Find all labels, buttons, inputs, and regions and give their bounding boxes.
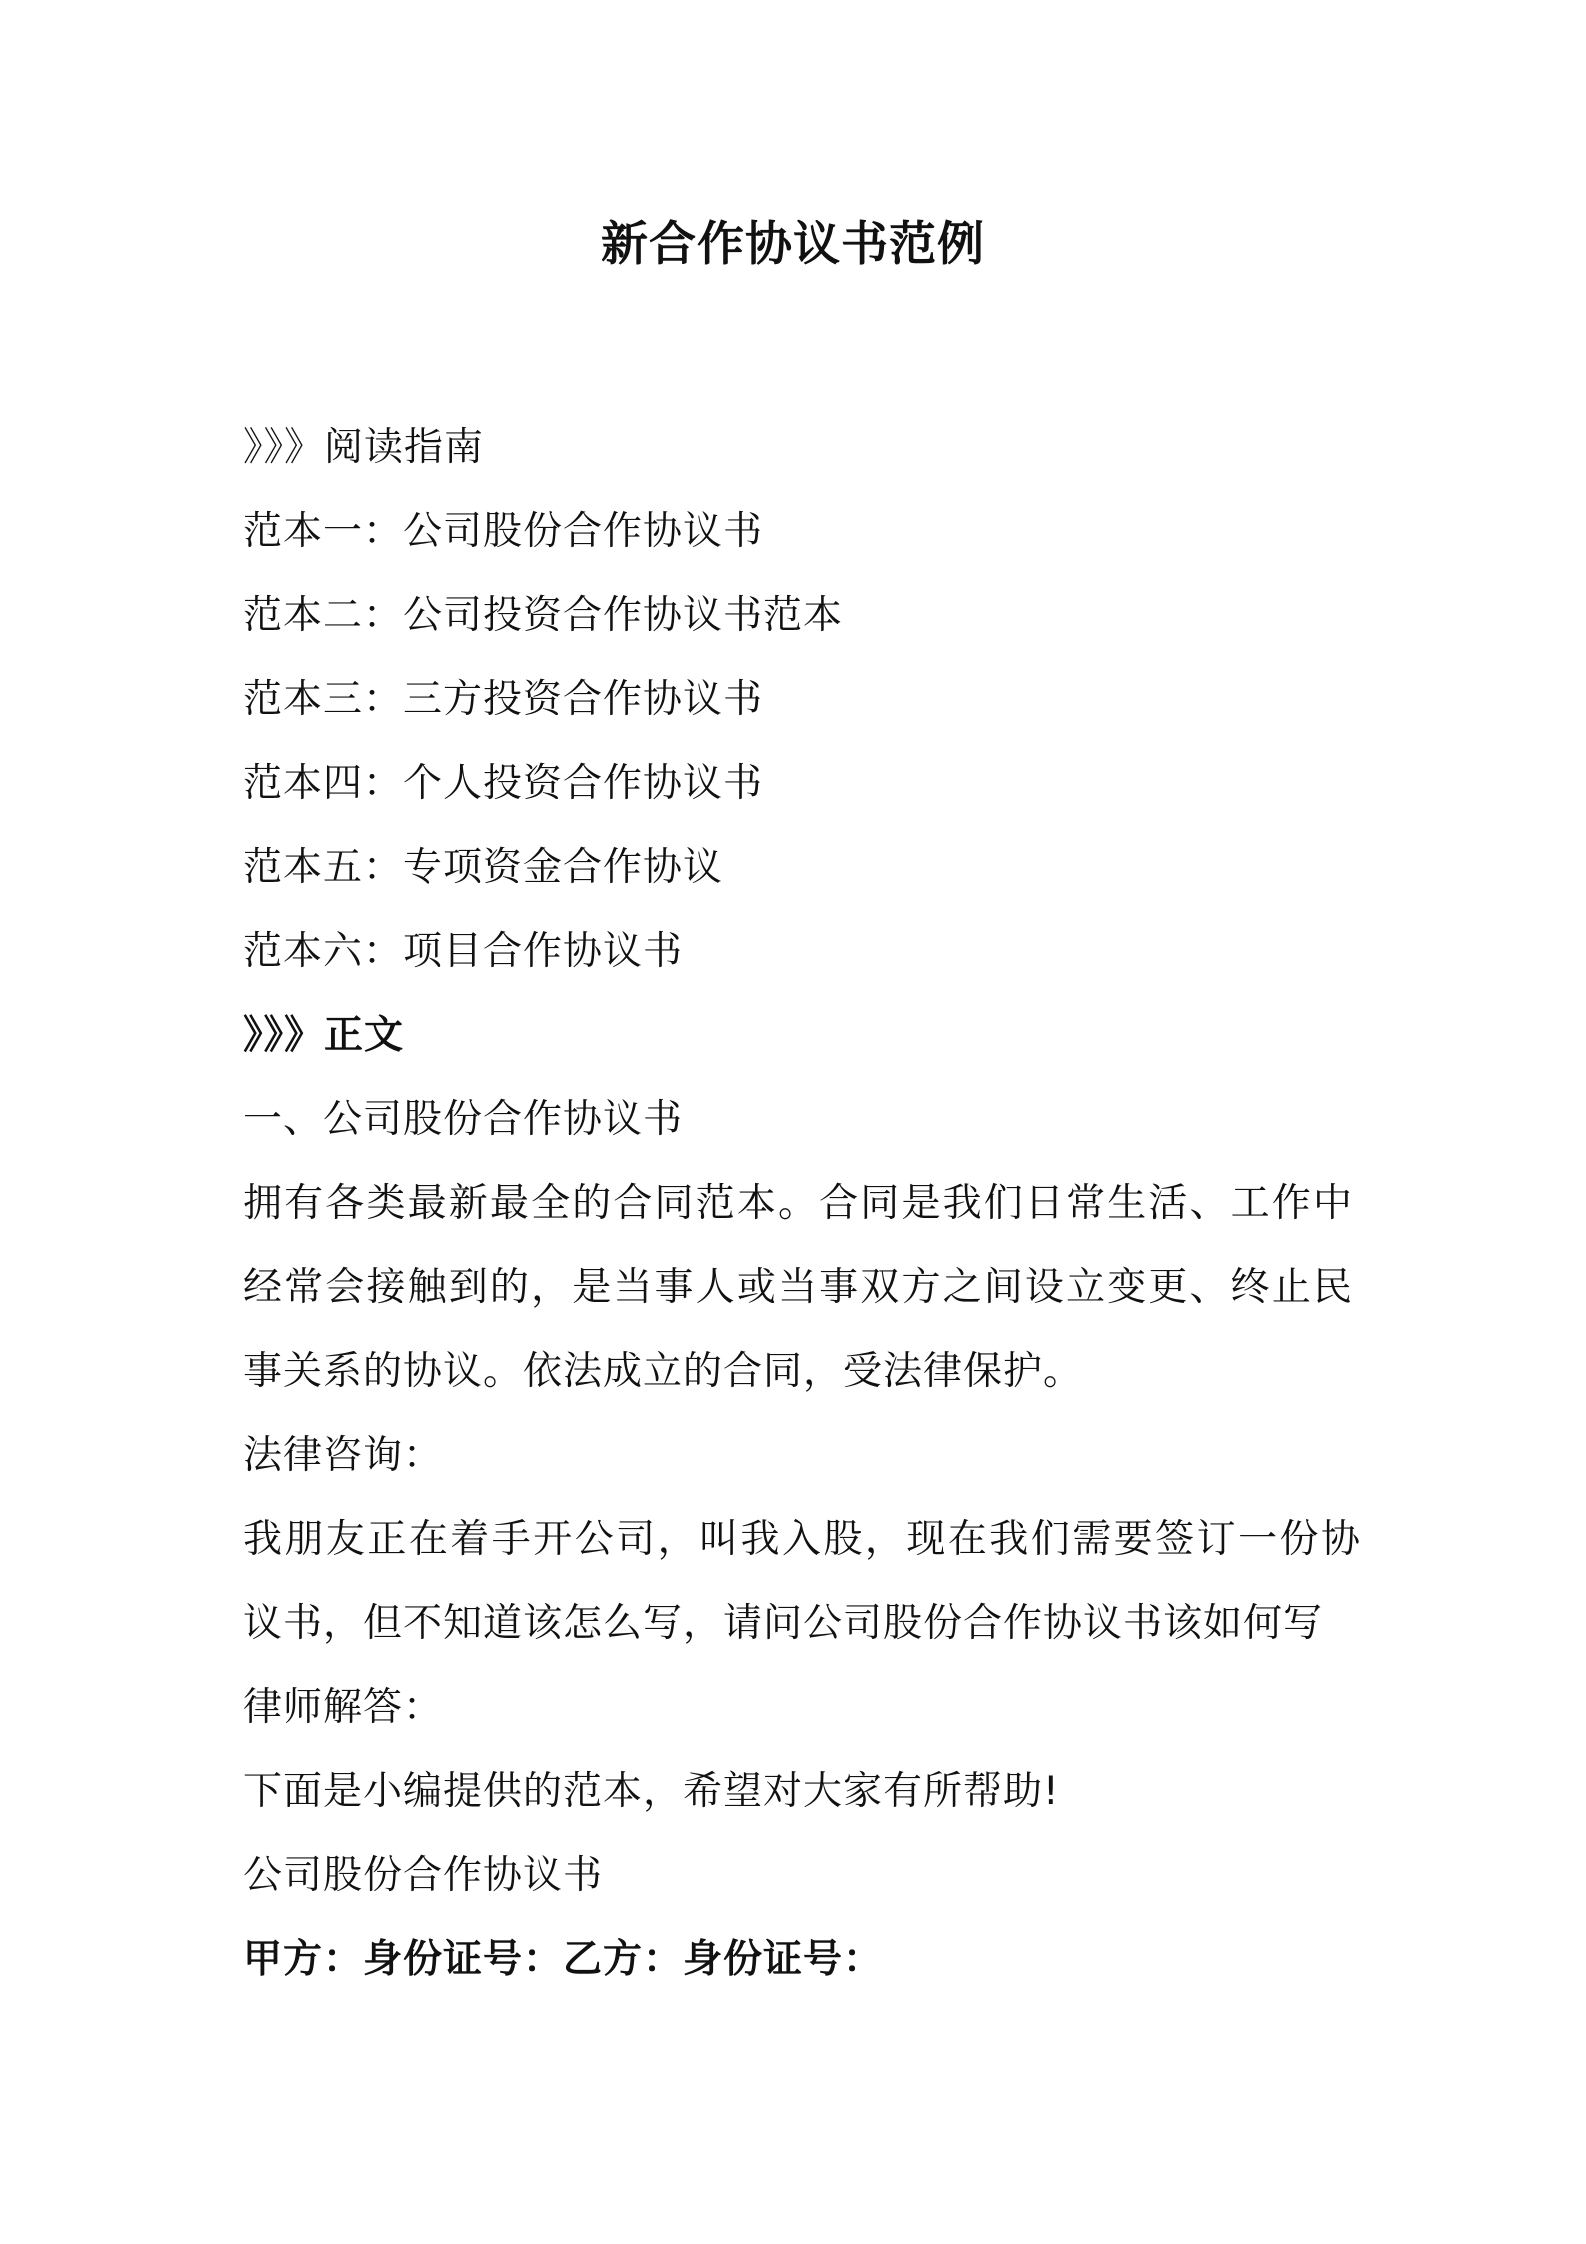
document-body (243, 406, 1363, 2002)
toc-item-5: 范本五：专项资金合作协议 (243, 845, 724, 890)
agreement-title: 公司股份合作协议书 (243, 1853, 604, 1898)
toc-item-2: 范本二：公司投资合作协议书范本 (243, 593, 844, 638)
lawyer-label: 律师解答： (243, 1685, 444, 1730)
body-heading: 》》》正文 (243, 1013, 405, 1058)
lawyer-text: 下面是小编提供的范本，希望对大家有所帮助! (243, 1769, 1060, 1814)
section-heading: 一、公司股份合作协议书 (243, 1097, 684, 1142)
toc-item-6: 范本六：项目合作协议书 (243, 929, 684, 974)
guide-heading: 》》》阅读指南 (243, 425, 485, 470)
toc-item-1: 范本一：公司股份合作协议书 (243, 509, 764, 554)
consult-text: 我朋友正在着手开公司，叫我入股，现在我们需要签订一份协议书，但不知道该怎么写，请问公司股份合作协议书该如何写 (243, 1517, 1361, 1646)
toc-item-3: 范本三：三方投资合作协议书 (243, 677, 764, 722)
parties-line: 甲方：身份证号：乙方：身份证号： (243, 1937, 884, 1982)
consult-label: 法律咨询： (243, 1433, 444, 1478)
intro-paragraph: 拥有各类最新最全的合同范本。合同是我们日常生活、工作中经常会接触到的，是当事人或当事双方之间设立变更、终止民事关系的协议。依法成立的合同，受法律保护。 (243, 1181, 1353, 1394)
toc-item-4: 范本四：个人投资合作协议书 (243, 761, 764, 806)
document-title: 新合作协议书范例 (601, 217, 985, 272)
